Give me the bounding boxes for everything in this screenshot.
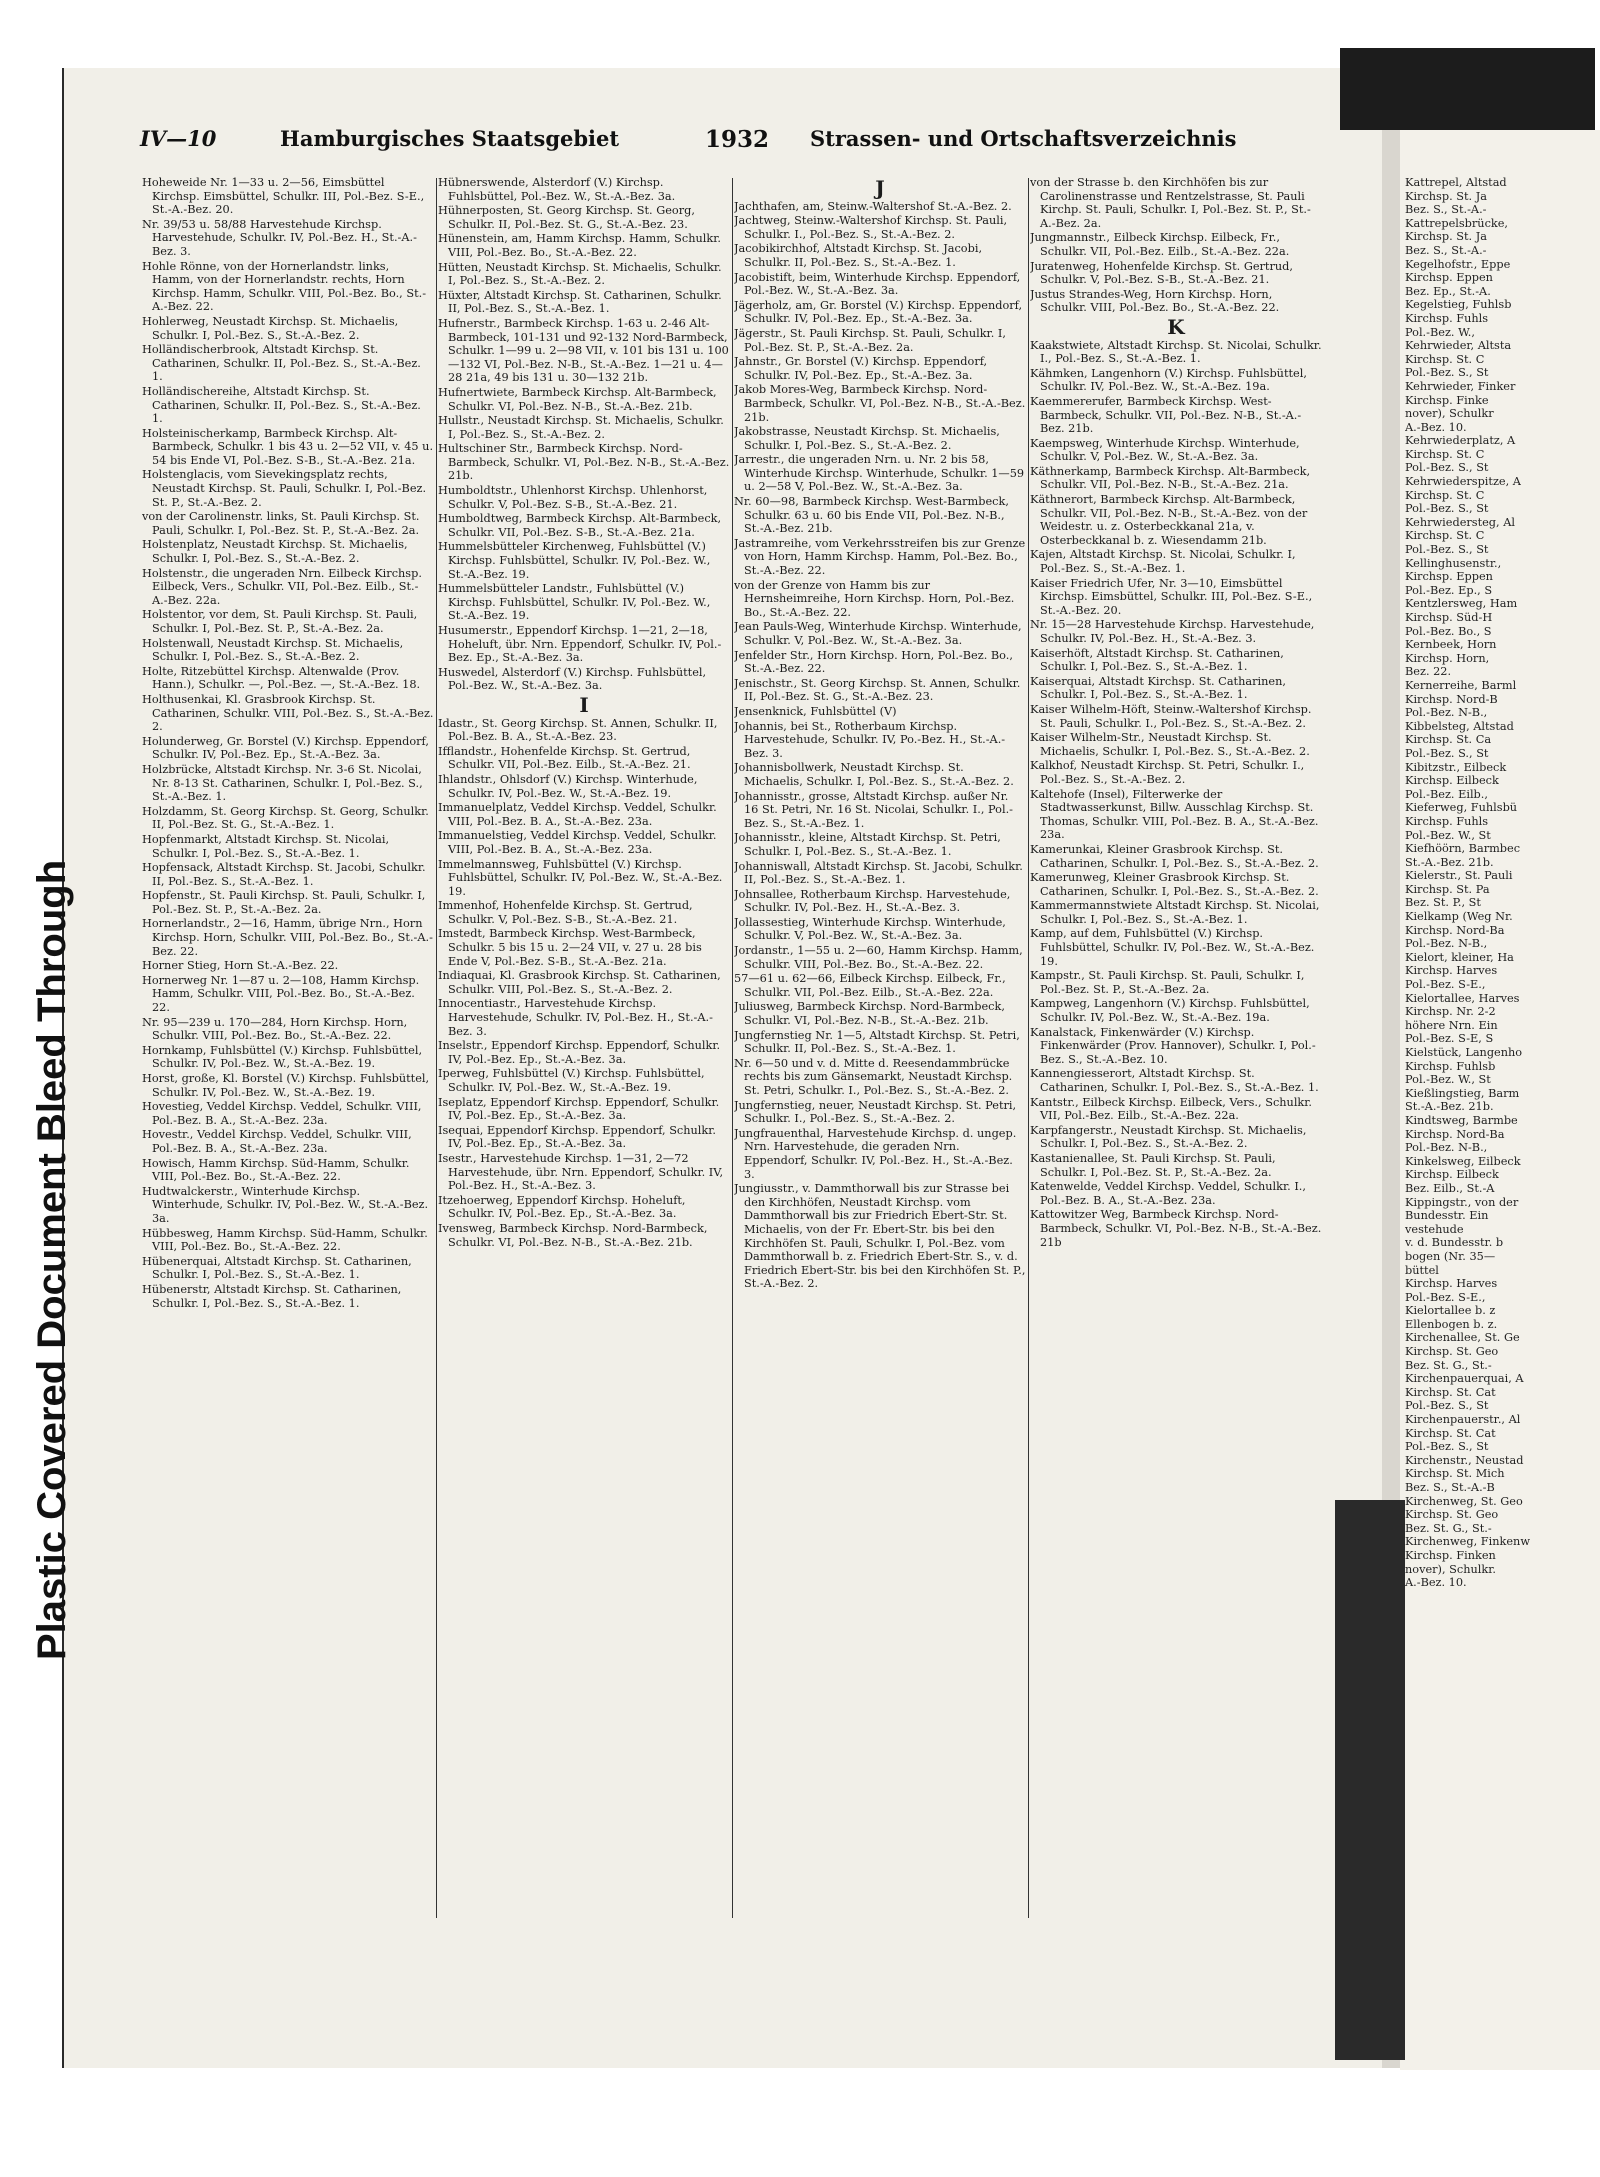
- facing-page-line: nover), Schulkr: [1405, 407, 1494, 421]
- facing-page-line: Kirchenallee, St. Ge: [1405, 1331, 1520, 1345]
- facing-page-line: Kellinghusenstr.,: [1405, 556, 1502, 570]
- column-rule: [732, 178, 733, 1918]
- directory-entry: Hünenstein, am, Hamm Kirchsp. Hamm, Schulkr. VIII, Pol.-Bez. Bo., St.-A.-Bez. 22.: [438, 232, 721, 259]
- directory-entry: Hopfensack, Altstadt Kirchsp. St. Jacobi, Schulkr. II, Pol.-Bez. S., St.-A.-Bez. 1.: [142, 861, 426, 888]
- facing-page-line: Kirchsp. Fuhls: [1405, 814, 1489, 828]
- directory-entry: Holstenplatz, Neustadt Kirchsp. St. Michaelis, Schulkr. I, Pol.-Bez. S., St.-A.-Bez. 2.: [142, 538, 408, 566]
- directory-entry: von der Grenze von Hamm bis zur Hernsheimreihe, Horn Kirchsp. Horn, Pol.-Bez. Bo., St.-A.-Bez. 22.: [734, 578, 1015, 619]
- directory-entry: Jenischstr., St. Georg Kirchsp. St. Annen, Schulkr. II, Pol.-Bez. St. G., St.-A.-Bez. 23.: [734, 676, 1021, 704]
- directory-entry: Indiaquai, Kl. Grasbrook Kirchsp. St. Catharinen, Schulkr. VIII, Pol.-Bez. S., St.-A.-Bez. 2.: [438, 969, 721, 996]
- facing-page-line: Kirchenpauerquai, A: [1405, 1372, 1524, 1386]
- directory-entry: Imstedt, Barmbeck Kirchsp. West-Barmbeck, Schulkr. 5 bis 15 u. 2—24 VII, v. 27 u. 28 bis Ende V, Pol.-Bez. S-B., St.-A.-Bez. 21a.: [438, 927, 702, 968]
- directory-entry: Kaiserquai, Altstadt Kirchsp. St. Catharinen, Schulkr. I, Pol.-Bez. S., St.-A.-Bez. 1.: [1030, 674, 1286, 702]
- facing-page-line: Bez. St. G., St.-: [1405, 1358, 1492, 1372]
- facing-page-line: Kirchenstr., Neustad: [1405, 1453, 1524, 1467]
- column-4: [1030, 176, 1322, 1936]
- directory-entry: Jägerholz, am, Gr. Borstel (V.) Kirchsp. Eppendorf, Schulkr. IV, Pol.-Bez. Ep., St.-A.-Bez. 3a.: [734, 298, 1023, 326]
- facing-page-line: Kiefhöörn, Barmbec: [1405, 842, 1521, 856]
- column-1: [142, 176, 434, 1936]
- facing-page-line: Kirchsp. Eppen: [1405, 570, 1493, 584]
- facing-page-line: Kindtsweg, Barmbe: [1405, 1113, 1518, 1127]
- directory-entry: Jordanstr., 1—55 u. 2—60, Hamm Kirchsp. Hamm, Schulkr. VIII, Pol.-Bez. Bo., St.-A.-Bez. 22.: [734, 944, 1023, 971]
- directory-entry: von der Strasse b. den Kirchhöfen bis zur Carolinenstrasse und Rentzelstrasse, St. Pauli Kirchp. St. Pauli, Schulkr. I, Pol.-Bez. St. P., St.-A.-Bez. 2a.: [1030, 176, 1311, 230]
- facing-page-line: Kirchsp. Fuhlsb: [1405, 1059, 1496, 1073]
- directory-entry: Holstenwall, Neustadt Kirchsp. St. Michaelis, Schulkr. I, Pol.-Bez. S., St.-A.-Bez. 2.: [142, 636, 404, 664]
- directory-entry: Inselstr., Eppendorf Kirchsp. Eppendorf, Schulkr. IV, Pol.-Bez. Ep., St.-A.-Bez. 3a.: [438, 1039, 721, 1066]
- directory-entry: Nr. 15—28 Harvestehude Kirchsp. Harvestehude, Schulkr. IV, Pol.-Bez. H., St.-A.-Bez. 3.: [1030, 618, 1315, 645]
- directory-entry: Juratenweg, Hohenfelde Kirchsp. St. Gertrud, Schulkr. V, Pol.-Bez. S-B., St.-A.-Bez. 21.: [1030, 259, 1293, 287]
- directory-entry: Immanuelstieg, Veddel Kirchsp. Veddel, Schulkr. VIII, Pol.-Bez. B. A., St.-A.-Bez. 23a.: [438, 829, 717, 856]
- facing-page-line: Bez. S., St.-A.-: [1405, 243, 1487, 257]
- directory-entry: Kaiser Wilhelm-Str., Neustadt Kirchsp. St. Michaelis, Schulkr. I, Pol.-Bez. S., St.-A.-Bez. 2.: [1030, 731, 1310, 758]
- facing-page-line: Kinkelsweg, Eilbeck: [1405, 1154, 1521, 1168]
- directory-entry: Hübbesweg, Hamm Kirchsp. Süd-Hamm, Schulkr. VIII, Pol.-Bez. Bo., St.-A.-Bez. 22.: [142, 1226, 428, 1254]
- directory-entry: Hufnertwiete, Barmbeck Kirchsp. Alt-Barmbeck, Schulkr. VI, Pol.-Bez. N-B., St.-A.-Bez. 21b.: [438, 385, 717, 413]
- facing-page-line: bogen (Nr. 35—: [1405, 1249, 1496, 1263]
- facing-page-line: Pol.-Bez. W., St: [1405, 1073, 1491, 1087]
- directory-entry: Itzehoerweg, Eppendorf Kirchsp. Hoheluft, Schulkr. IV, Pol.-Bez. Ep., St.-A.-Bez. 3a.: [438, 1193, 686, 1221]
- directory-entry: Hornerlandstr., 2—16, Hamm, übrige Nrn., Horn Kirchsp. Horn, Schulkr. VIII, Pol.-Bez. Bo., St.-A.-Bez. 22.: [142, 917, 433, 958]
- facing-page-line: Pol.-Bez. W.,: [1405, 325, 1475, 339]
- directory-entry: Jacobistift, beim, Winterhude Kirchsp. Eppendorf, Pol.-Bez. W., St.-A.-Bez. 3a.: [734, 270, 1021, 298]
- facing-page-line: Kirchsp. Finke: [1405, 393, 1489, 407]
- facing-page-line: Pol.-Bez. N-B.,: [1405, 1141, 1488, 1155]
- directory-entry: Jenfelder Str., Horn Kirchsp. Horn, Pol.-Bez. Bo., St.-A.-Bez. 22.: [734, 648, 1013, 676]
- directory-entry: Holzbrücke, Altstadt Kirchsp. Nr. 3-6 St. Nicolai, Nr. 8-13 St. Catharinen, Schulkr. I, Pol.-Bez. S., St.-A.-Bez. 1.: [142, 762, 423, 804]
- directory-entry: Kaltehofe (Insel), Filterwerke der Stadtwasserkunst, Billw. Ausschlag Kirchsp. St. Thomas, Schulkr. VIII, Pol.-Bez. B. A., St.-A.-Bez. 23a.: [1030, 787, 1319, 842]
- directory-entry: Jakob Mores-Weg, Barmbeck Kirchsp. Nord-Barmbeck, Schulkr. VI, Pol.-Bez. N-B., St.-A.-Bez. 21b.: [734, 383, 1026, 424]
- directory-entry: Juliusweg, Barmbeck Kirchsp. Nord-Barmbeck, Schulkr. VI, Pol.-Bez. N-B., St.-A.-Bez. 21b.: [734, 1000, 1005, 1028]
- facing-page-line: Bez. Ep., St.-A.: [1405, 284, 1491, 298]
- facing-page-line: Kirchsp. St. C: [1405, 529, 1485, 543]
- directory-entry: Kaiser Wilhelm-Höft, Steinw.-Waltershof Kirchsp. St. Pauli, Schulkr. I., Pol.-Bez. S., St.-A.-Bez. 2.: [1030, 702, 1312, 730]
- directory-entry: Hopfenstr., St. Pauli Kirchsp. St. Pauli, Schulkr. I, Pol.-Bez. St. P., St.-A.-Bez. 2a.: [142, 889, 426, 916]
- directory-entry: Hudtwalckerstr., Winterhude Kirchsp. Winterhude, Schulkr. IV, Pol.-Bez. W., St.-A.-Bez. 3a.: [142, 1184, 429, 1225]
- facing-page-line: Pol.-Bez. N-B.,: [1405, 937, 1488, 951]
- facing-page-line: Kirchsp. St. Mich: [1405, 1467, 1505, 1481]
- directory-entry: Iseplatz, Eppendorf Kirchsp. Eppendorf, Schulkr. IV, Pol.-Bez. Ep., St.-A.-Bez. 3a.: [438, 1095, 720, 1123]
- directory-entry: Jungfrauenthal, Harvestehude Kirchsp. d. ungeр. Nrn. Harvestehude, die geraden Nrn. Eppendorf, Schulkr. IV, Pol.-Bez. H., St.-A.-Bez. 3.: [734, 1126, 1017, 1181]
- facing-page-line: Kirchsp. Horn,: [1405, 651, 1490, 665]
- directory-entry: Kantstr., Eilbeck Kirchsp. Eilbeck, Vers., Schulkr. VII, Pol.-Bez. Eilb., St.-A.-Bez. 22a.: [1030, 1095, 1313, 1123]
- section-letter: K: [1167, 314, 1185, 339]
- facing-page-line: St.-A.-Bez. 21b.: [1405, 1100, 1494, 1114]
- facing-page-line: Kirchsp. St. Cat: [1405, 1426, 1496, 1440]
- directory-entry: Howisch, Hamm Kirchsp. Süd-Hamm, Schulkr. VIII, Pol.-Bez. Bo., St.-A.-Bez. 22.: [142, 1156, 410, 1184]
- facing-page-line: Kehrwieder, Finker: [1405, 379, 1516, 393]
- directory-entry: Johannis, bei St., Rotherbaum Kirchsp. Harvestehude, Schulkr. IV, Po.-Bez. H., St.-A.-Bez. 3.: [734, 719, 1006, 760]
- directory-entry: Käthnerkamp, Barmbeck Kirchsp. Alt-Barmbeck, Schulkr. VII, Pol.-Bez. N-B., St.-A.-Bez. 21a.: [1030, 464, 1311, 492]
- directory-entry: Katenwelde, Veddel Kirchsp. Veddel, Schulkr. I., Pol.-Bez. B. A., St.-A.-Bez. 23a.: [1030, 1180, 1306, 1207]
- directory-entry: Johannisstr., kleine, Altstadt Kirchsp. St. Petri, Schulkr. I, Pol.-Bez. S., St.-A.-Bez. 1.: [734, 831, 1001, 858]
- directory-entry: Kanalstack, Finkenwärder (V.) Kirchsp. Finkenwärder (Prov. Hannover), Schulkr. I, Pol.-Bez. S., St.-A.-Bez. 10.: [1030, 1025, 1316, 1066]
- section-letter: J: [875, 176, 885, 200]
- directory-entry: Kalkhof, Neustadt Kirchsp. St. Petri, Schulkr. I., Pol.-Bez. S., St.-A.-Bez. 2.: [1030, 759, 1305, 786]
- facing-page-line: Kirchenweg, Finkenw: [1405, 1535, 1530, 1549]
- directory-entry: Nr. 60—98, Barmbeck Kirchsp. West-Barmbeck, Schulkr. 63 u. 60 bis Ende VII, Pol.-Bez. N-B., St.-A.-Bez. 21b.: [734, 495, 1009, 536]
- facing-page-line: Kirchsp. St. Geo: [1405, 1508, 1499, 1522]
- facing-page-line: nover), Schulkr.: [1405, 1562, 1496, 1576]
- facing-page-line: Kegelstieg, Fuhlsb: [1405, 298, 1512, 312]
- directory-entry: Jensenknick, Fuhlsbüttel (V): [734, 704, 897, 718]
- directory-entry: Immenhof, Hohenfelde Kirchsp. St. Gertrud, Schulkr. V, Pol.-Bez. S-B., St.-A.-Bez. 21.: [438, 899, 693, 926]
- facing-page-line: Kirchenweg, St. Geo: [1405, 1494, 1523, 1508]
- facing-page-line: Kirchenpauerstr., Al: [1405, 1413, 1521, 1427]
- facing-page-line: Bundesstr. Ein: [1405, 1209, 1489, 1223]
- facing-page-line: Kirchsp. Eilbeck: [1405, 1168, 1499, 1182]
- directory-entry: Jacobikirchhof, Altstadt Kirchsp. St. Jacobi, Schulkr. II, Pol.-Bez. S., St.-A.-Bez. 1.: [734, 242, 983, 269]
- directory-entry: Hübenerquai, Altstadt Kirchsp. St. Catharinen, Schulkr. I, Pol.-Bez. S., St.-A.-Bez. 1.: [142, 1254, 412, 1282]
- facing-page-line: Kielstück, Langenho: [1405, 1046, 1523, 1059]
- facing-page-line: Pol.-Bez. W., St: [1405, 828, 1491, 842]
- facing-page-line: Pol.-Bez. S., St: [1405, 502, 1489, 516]
- directory-entry: Kampweg, Langenhorn (V.) Kirchsp. Fuhlsbüttel, Schulkr. IV, Pol.-Bez. W., St.-A.-Bez. 19a.: [1030, 997, 1310, 1025]
- directory-entry: Isequai, Eppendorf Kirchsp. Eppendorf, Schulkr. IV, Pol.-Bez. Ep., St.-A.-Bez. 3a.: [438, 1123, 717, 1151]
- directory-entry: Holländischerbrook, Altstadt Kirchsp. St. Catharinen, Schulkr. II, Pol.-Bez. S., St.-A.-Bez. 1.: [142, 343, 421, 384]
- directory-entry: Kaemmererufer, Barmbeck Kirchsp. West-Barmbeck, Schulkr. VII, Pol.-Bez. N-B., St.-A.-Bez. 21b.: [1030, 394, 1302, 436]
- directory-entry: Jungfernstieg Nr. 1—5, Altstadt Kirchsp. St. Petri, Schulkr. II, Pol.-Bez. S., St.-A.-Bez. 1.: [734, 1028, 1020, 1056]
- directory-entry: Hübnerswende, Alsterdorf (V.) Kirchsp. Fuhlsbüttel, Pol.-Bez. W., St.-A.-Bez. 3a.: [438, 176, 676, 203]
- facing-page-line: Kirchsp. St. Ja: [1405, 189, 1487, 203]
- facing-page-line: Kirchsp. Süd-H: [1405, 611, 1493, 624]
- directory-entry: Jastramreihe, vom Verkehrsstreifen bis zur Grenze von Horn, Hamm Kirchsp. Hamm, Pol.-Bez. Bo., St.-A.-Bez. 22.: [734, 536, 1026, 578]
- column-rule: [1028, 178, 1029, 1918]
- directory-entry: Justus Strandes-Weg, Horn Kirchsp. Horn, Schulkr. VIII, Pol.-Bez. Bo., St.-A.-Bez. 22.: [1030, 287, 1280, 315]
- facing-page-line: A.-Bez. 10.: [1405, 1576, 1467, 1590]
- directory-entry: Hübenerstr, Altstadt Kirchsp. St. Catharinen, Schulkr. I, Pol.-Bez. S., St.-A.-Bez. 1.: [142, 1282, 402, 1310]
- page-year: 1932: [705, 126, 770, 153]
- facing-page-line: Pol.-Bez. S., St: [1405, 461, 1489, 475]
- facing-page-line: Bez. St. P., St: [1405, 896, 1481, 910]
- directory-entry: Nr. 6—50 und v. d. Mitte d. Reesendammbrücke rechts bis zum Gänsemarkt, Neustadt Kirchsp. St. Petri, Schulkr. I., Pol.-Bez. S., St.-A.-Bez. 2.: [734, 1056, 1013, 1097]
- directory-entry: Hohlerweg, Neustadt Kirchsp. St. Michaelis, Schulkr. I, Pol.-Bez. S., St.-A.-Bez. 2.: [142, 314, 399, 342]
- directory-entry: Jachthafen, am, Steinw.-Waltershof St.-A.-Bez. 2.: [734, 199, 1012, 213]
- directory-entry: Ifflandstr., Hohenfelde Kirchsp. St. Gertrud, Schulkr. VII, Pol.-Bez. Eilb., St.-A.-Bez. 21.: [438, 744, 691, 772]
- facing-page-line: Kippingstr., von der: [1405, 1195, 1519, 1209]
- facing-page-line: Pol.-Bez. S., St: [1405, 543, 1489, 557]
- facing-page-line: Pol.-Bez. Eilb.,: [1405, 787, 1488, 801]
- directory-entry: Jollassestieg, Winterhude Kirchsp. Winterhude, Schulkr. V, Pol.-Bez. W., St.-A.-Bez. 3a.: [734, 915, 1006, 943]
- directory-entry: Holländischereihe, Altstadt Kirchsp. St. Catharinen, Schulkr. II, Pol.-Bez. S., St.-A.-Bez. 1.: [142, 384, 421, 426]
- directory-entry: Jahnstr., Gr. Borstel (V.) Kirchsp. Eppendorf, Schulkr. IV, Pol.-Bez. Ep., St.-A.-Bez. 3a.: [734, 355, 988, 382]
- directory-entry: Johanniswall, Altstadt Kirchsp. St. Jacobi, Schulkr. II, Pol.-Bez. S., St.-A.-Bez. 1.: [734, 859, 1023, 887]
- facing-page-line: Kattrepel, Altstad: [1405, 176, 1507, 189]
- facing-page-line: Pol.-Bez. S., St: [1405, 1399, 1489, 1413]
- directory-entry: Kamerunweg, Kleiner Grasbrook Kirchsp. St. Catharinen, Schulkr. I, Pol.-Bez. S., St.-A.-Bez. 2.: [1030, 871, 1319, 898]
- facing-page-line: Pol.-Bez. Bo., S: [1405, 624, 1492, 638]
- directory-entry: Kamp, auf dem, Fuhlsbüttel (V.) Kirchsp. Fuhlsbüttel, Schulkr. IV, Pol.-Bez. W., St.-A.-Bez. 19.: [1030, 927, 1315, 968]
- directory-entry: Hullstr., Neustadt Kirchsp. St. Michaelis, Schulkr. I, Pol.-Bez. S., St.-A.-Bez. 2.: [438, 414, 724, 441]
- facing-page-line: A.-Bez. 10.: [1405, 420, 1467, 434]
- directory-entry: Hornkamp, Fuhlsbüttel (V.) Kirchsp. Fuhlsbüttel, Schulkr. IV, Pol.-Bez. W., St.-A.-Bez. 19.: [142, 1043, 423, 1071]
- facing-page-line: Kirchsp. St. C: [1405, 447, 1485, 461]
- directory-entry: Hufnerstr., Barmbeck Kirchsp. 1-63 u. 2-46 Alt-Barmbeck, 101-131 und 92-132 Nord-Barmbeck, Schulkr. 1—99 u. 2—98 VII, v. 101 bis 131 u. 100—132 VI, Pol.-Bez. N-B., St.-A.-Bez. 1—21 u. 4—28 21a, 49 bis 131 u. 30—132 21b.: [438, 316, 729, 385]
- facing-page-line: Kirchsp. St. Ca: [1405, 733, 1492, 747]
- directory-entry: Kaempsweg, Winterhude Kirchsp. Winterhude, Schulkr. V, Pol.-Bez. W., St.-A.-Bez. 3a.: [1030, 436, 1300, 464]
- facing-page-line: Kirchsp. St. Cat: [1405, 1385, 1496, 1399]
- facing-page-line: Kentzlersweg, Ham: [1405, 597, 1518, 611]
- directory-entry: Jarrestr., die ungeraden Nrn. u. Nr. 2 bis 58, Winterhude Kirchsp. Winterhude, Schulkr. 1—59 u. 2—58 V, Pol.-Bez. W., St.-A.-Bez. 3a.: [734, 453, 1025, 494]
- facing-page-line: höhere Nrn. Ein: [1405, 1018, 1498, 1032]
- facing-page-line: Kielortallee, Harves: [1405, 991, 1520, 1005]
- facing-page-line: Kernerreihe, Barml: [1405, 678, 1517, 692]
- directory-entry: Johannisbollwerk, Neustadt Kirchsp. St. Michaelis, Schulkr. I, Pol.-Bez. S., St.-A.-Bez. 2.: [734, 761, 1014, 788]
- facing-page-line: Bez. 22.: [1405, 665, 1452, 679]
- facing-page-line: Pol.-Bez. Ep., S: [1405, 583, 1493, 597]
- facing-page-line: Kielkamp (Weg Nr.: [1405, 910, 1513, 924]
- directory-entry: Kammermannstwiete Altstadt Kirchsp. St. Nicolai, Schulkr. I, Pol.-Bez. S., St.-A.-Bez. 1.: [1030, 899, 1320, 926]
- facing-page-line: Kirchsp. St. Geo: [1405, 1345, 1499, 1359]
- facing-page-line: Kibitzstr., Eilbeck: [1405, 760, 1507, 774]
- directory-entry: Kähmken, Langenhorn (V.) Kirchsp. Fuhlsbüttel, Schulkr. IV, Pol.-Bez. W., St.-A.-Bez. 19a.: [1030, 366, 1307, 394]
- facing-page-line: Bez. Eilb., St.-A: [1405, 1181, 1495, 1195]
- directory-entry: Holstentor, vor dem, St. Pauli Kirchsp. St. Pauli, Schulkr. I, Pol.-Bez. St. P., St.-A.-Bez. 2a.: [142, 608, 418, 635]
- directory-entry: Kastanienallee, St. Pauli Kirchsp. St. Pauli, Schulkr. I, Pol.-Bez. St. P., St.-A.-Bez. 2a.: [1030, 1151, 1276, 1179]
- directory-entry: Horner Stieg, Horn St.-A.-Bez. 22.: [142, 959, 339, 973]
- scan-shadow-top: [1340, 48, 1595, 130]
- facing-page-line: Kirchsp. St. C: [1405, 488, 1485, 502]
- facing-page-line: Bez. St. G., St.-: [1405, 1521, 1492, 1535]
- directory-entry: Immanuelplatz, Veddel Kirchsp. Veddel, Schulkr. VIII, Pol.-Bez. B. A., St.-A.-Bez. 23a.: [438, 801, 717, 828]
- facing-page-line: Kielortallee b. z: [1405, 1304, 1496, 1318]
- facing-page-line: Pol.-Bez. S-E, S: [1405, 1032, 1494, 1046]
- facing-page-line: Kattrepelsbrücke,: [1405, 216, 1509, 230]
- directory-entry: Ihlandstr., Ohlsdorf (V.) Kirchsp. Winterhude, Schulkr. IV, Pol.-Bez. W., St.-A.-Bez. 19.: [438, 772, 698, 800]
- directory-entry: Hovestr., Veddel Kirchsp. Veddel, Schulkr. VIII, Pol.-Bez. B. A., St.-A.-Bez. 23a.: [142, 1128, 412, 1155]
- facing-page-text: [1405, 176, 1595, 1936]
- facing-page-line: Pol.-Bez. S-E.,: [1405, 1290, 1486, 1304]
- facing-page-line: Kirchsp. Nord-Ba: [1405, 923, 1505, 937]
- facing-page-line: Kirchsp. St. Pa: [1405, 882, 1490, 896]
- facing-page-line: Kehrwiederspitze, A: [1405, 475, 1521, 489]
- directory-entry: Ivensweg, Barmbeck Kirchsp. Nord-Barmbeck, Schulkr. VI, Pol.-Bez. N-B., St.-A.-Bez. 21b.: [438, 1221, 708, 1249]
- directory-entry: Karpfangerstr., Neustadt Kirchsp. St. Michaelis, Schulkr. I, Pol.-Bez. S., St.-A.-Bez. 2.: [1030, 1123, 1307, 1151]
- directory-entry: Holte, Ritzebüttel Kirchsp. Altenwalde (Prov. Hann.), Schulkr. —, Pol.-Bez. —, St.-A.-Bez. 18.: [142, 664, 421, 692]
- facing-page-line: Kielerstr., St. Pauli: [1405, 869, 1513, 883]
- directory-entry: Jakobstrasse, Neustadt Kirchsp. St. Michaelis, Schulkr. I, Pol.-Bez. S., St.-A.-Bez. 2.: [734, 425, 1000, 452]
- directory-entry: Hüxter, Altstadt Kirchsp. St. Catharinen, Schulkr. II, Pol.-Bez. S., St.-A.-Bez. 1.: [438, 288, 722, 316]
- facing-page-line: Bez. S., St.-A.-: [1405, 203, 1487, 217]
- page-header: [140, 126, 1237, 162]
- directory-entry: Isestr., Harvestehude Kirchsp. 1—31, 2—72 Harvestehude, übr. Nrn. Eppendorf, Schulkr. IV, Pol.-Bez. H., St.-A.-Bez. 3.: [438, 1151, 724, 1193]
- scan-sidebar: [0, 640, 74, 1660]
- directory-entry: Holstenstr., die ungeraden Nrn. Eilbeck Kirchsp. Eilbeck, Vers., Schulkr. VII, Pol.-Bez. Eilb., St.-A.-Bez. 22a.: [142, 566, 422, 607]
- facing-page-line: Kießlingstieg, Barm: [1405, 1086, 1520, 1100]
- directory-entry: Hultschiner Str., Barmbeck Kirchsp. Nord-Barmbeck, Schulkr. VI, Pol.-Bez. N-B., St.-A.-Bez. 21b.: [438, 442, 730, 483]
- facing-page-line: Kirchsp. Fuhls: [1405, 311, 1489, 325]
- directory-entry: Hoheweide Nr. 1—33 u. 2—56, Eimsbüttel Kirchsp. Eimsbüttel, Schulkr. III, Pol.-Bez. S-E., St.-A.-Bez. 20.: [142, 176, 425, 217]
- facing-page-line: Kibbelsteg, Altstad: [1405, 719, 1514, 733]
- directory-entry: Innocentiastr., Harvestehude Kirchsp. Harvestehude, Schulkr. IV, Pol.-Bez. H., St.-A.-Bez. 3.: [438, 997, 713, 1038]
- directory-entry: Holthusenkai, Kl. Grasbrook Kirchsp. St. Catharinen, Schulkr. VIII, Pol.-Bez. S., St.-A.-Bez. 2.: [142, 692, 434, 734]
- directory-entry: Idastr., St. Georg Kirchsp. St. Annen, Schulkr. II, Pol.-Bez. B. A., St.-A.-Bez. 23.: [438, 716, 718, 744]
- facing-page-line: Kirchsp. Nr. 2-2: [1405, 1005, 1496, 1019]
- page-number: IV—10: [140, 126, 217, 151]
- page-title: Hamburgisches Staatsgebiet: [280, 126, 620, 151]
- directory-entry: Humboldtstr., Uhlenhorst Kirchsp. Uhlenhorst, Schulkr. V, Pol.-Bez. S-B., St.-A.-Bez. 21.: [438, 484, 708, 511]
- directory-entry: Johannisstr., grosse, Altstadt Kirchsp. außer Nr. 16 St. Petri, Nr. 16 St. Nicolai, Schulkr. I., Pol.-Bez. S., St.-A.-Bez. 1.: [734, 789, 1013, 830]
- directory-entry: Iperweg, Fuhlsbüttel (V.) Kirchsp. Fuhlsbüttel, Schulkr. IV, Pol.-Bez. W., St.-A.-Bez. 19.: [438, 1067, 705, 1094]
- column-rule: [436, 178, 437, 1918]
- directory-entry: Jungfernstieg, neuer, Neustadt Kirchsp. St. Petri, Schulkr. I., Pol.-Bez. S., St.-A.-Bez. 2.: [734, 1098, 1017, 1126]
- facing-page-line: Kirchsp. Eppen: [1405, 271, 1493, 285]
- directory-entry: Hopfenmarkt, Altstadt Kirchsp. St. Nicolai, Schulkr. I, Pol.-Bez. S., St.-A.-Bez. 1.: [142, 832, 390, 860]
- facing-page-line: Pol.-Bez. N-B.,: [1405, 706, 1488, 720]
- directory-entry: Hummelsbütteler Kirchenweg, Fuhlsbüttel (V.) Kirchsp. Fuhlsbüttel, Schulkr. IV, Pol.-Bez. W., St.-A.-Bez. 19.: [438, 540, 711, 581]
- directory-entry: Kamerunkai, Kleiner Grasbrook Kirchsp. St. Catharinen, Schulkr. I, Pol.-Bez. S., St.-A.-Bez. 2.: [1030, 842, 1319, 870]
- directory-entry: 57—61 u. 62—66, Eilbeck Kirchsp. Eilbeck, Fr., Schulkr. VII, Pol.-Bez. Eilb., St.-A.-Bez. 22a.: [734, 972, 1006, 999]
- facing-page-line: Bez. S., St.-A.-B: [1405, 1481, 1495, 1494]
- directory-entry: Holsteinischerkamp, Barmbeck Kirchsp. Alt-Barmbeck, Schulkr. 1 bis 43 u. 2—52 VII, v. 45 u. 54 bis Ende VI, Pol.-Bez. S-B., St.-A.-Bez. 21a.: [142, 426, 434, 467]
- directory-entry: Huswedel, Alsterdorf (V.) Kirchsp. Fuhlsbüttel, Pol.-Bez. W., St.-A.-Bez. 3a.: [438, 665, 707, 693]
- directory-entry: Kaiser Friedrich Ufer, Nr. 3—10, Eimsbüttel Kirchsp. Eimsbüttel, Schulkr. III, Pol.-Bez. S-E., St.-A.-Bez. 20.: [1030, 576, 1313, 617]
- section-letter: I: [579, 692, 589, 717]
- directory-entry: Jungmannstr., Eilbeck Kirchsp. Eilbeck, Fr., Schulkr. VII, Pol.-Bez. Eilb., St.-A.-Bez. 22a.: [1030, 231, 1290, 258]
- facing-page-line: Pol.-Bez. S-E.,: [1405, 978, 1486, 992]
- directory-entry: Kaakstwiete, Altstadt Kirchsp. St. Nicolai, Schulkr. I., Pol.-Bez. S., St.-A.-Bez. 1.: [1030, 338, 1322, 366]
- directory-entry: Jägerstr., St. Pauli Kirchsp. St. Pauli, Schulkr. I, Pol.-Bez. St. P., St.-A.-Bez. 2a.: [734, 326, 1006, 354]
- page-subtitle: Strassen- und Ortschaftsverzeichnis: [810, 126, 1237, 151]
- directory-entry: Hovestieg, Veddel Kirchsp. Veddel, Schulkr. VIII, Pol.-Bez. B. A., St.-A.-Bez. 23a.: [142, 1100, 422, 1127]
- directory-entry: Hornerweg Nr. 1—87 u. 2—108, Hamm Kirchsp. Hamm, Schulkr. VIII, Pol.-Bez. Bo., St.-A.-Bez. 22.: [142, 973, 420, 1015]
- facing-page-line: Kieferweg, Fuhlsbü: [1405, 801, 1518, 815]
- column-2: [438, 176, 730, 1936]
- directory-entry: Hohle Rönne, von der Hornerlandstr. links, Hamm, von der Hornerlandstr. rechts, Horn Kirchsp. Hamm, Schulkr. VIII, Pol.-Bez. Bo., St.-A.-Bez. 22.: [142, 259, 427, 314]
- directory-entry: Holstenglacis, vom Sievekingsplatz rechts, Neustadt Kirchsp. St. Pauli, Schulkr. I, Pol.-Bez. St. P., St.-A.-Bez. 2.: [142, 468, 427, 509]
- directory-entry: Holzdamm, St. Georg Kirchsp. St. Georg, Schulkr. II, Pol.-Bez. St. G., St.-A.-Bez. 1.: [142, 804, 429, 832]
- directory-entry: Kajen, Altstadt Kirchsp. St. Nicolai, Schulkr. I, Pol.-Bez. S., St.-A.-Bez. 1.: [1030, 548, 1296, 576]
- directory-entry: Husumerstr., Eppendorf Kirchsp. 1—21, 2—18, Hoheluft, übr. Nrn. Eppendorf, Schulkr. IV, Pol.-Bez. Ep., St.-A.-Bez. 3a.: [438, 624, 722, 665]
- directory-entry: Kattowitzer Weg, Barmbeck Kirchsp. Nord-Barmbeck, Schulkr. VI, Pol.-Bez. N-B., St.-A.-Bez. 21b: [1030, 1208, 1322, 1249]
- facing-page-line: Kehrwieder, Altsta: [1405, 339, 1512, 353]
- directory-entry: Humboldtweg, Barmbeck Kirchsp. Alt-Barmbeck, Schulkr. VII, Pol.-Bez. S-B., St.-A.-Bez. 21a.: [438, 512, 722, 539]
- directory-entry: Jachtweg, Steinw.-Waltershof Kirchsp. St. Pauli, Schulkr. I., Pol.-Bez. S., St.-A.-Bez. 2.: [734, 214, 1008, 241]
- facing-page-line: Pol.-Bez. S., St: [1405, 746, 1489, 760]
- directory-entry: Johnsallee, Rotherbaum Kirchsp. Harvestehude, Schulkr. IV, Pol.-Bez. H., St.-A.-Bez. 3.: [734, 887, 1011, 915]
- facing-page-line: Kielort, kleiner, Ha: [1405, 950, 1514, 964]
- facing-page-line: Pol.-Bez. S., St: [1405, 366, 1489, 380]
- facing-page-line: Ellenbogen b. z.: [1405, 1317, 1498, 1331]
- directory-entry: Hütten, Neustadt Kirchsp. St. Michaelis, Schulkr. I, Pol.-Bez. S., St.-A.-Bez. 2.: [438, 260, 722, 288]
- directory-entry: Immelmannsweg, Fuhlsbüttel (V.) Kirchsp. Fuhlsbüttel, Schulkr. IV, Pol.-Bez. W., St.-A.-Bez. 19.: [438, 857, 723, 898]
- facing-page-line: Kernbeek, Horn: [1405, 638, 1497, 652]
- facing-page-line: Kehrwiederplatz, A: [1405, 434, 1516, 448]
- directory-entry: Kaiserhöft, Altstadt Kirchsp. St. Catharinen, Schulkr. I, Pol.-Bez. S., St.-A.-Bez. 1.: [1030, 646, 1284, 674]
- facing-page-line: büttel: [1405, 1263, 1439, 1277]
- directory-entry: Kannengiesserort, Altstadt Kirchsp. St. Catharinen, Schulkr. I, Pol.-Bez. S., St.-A.-Bez. 1.: [1030, 1067, 1319, 1094]
- facing-page-line: Kirchsp. St. Ja: [1405, 230, 1487, 244]
- directory-entry: Hühnerposten, St. Georg Kirchsp. St. Georg, Schulkr. II, Pol.-Bez. St. G., St.-A.-Bez. 23.: [438, 204, 695, 231]
- directory-entry: Kampstr., St. Pauli Kirchsp. St. Pauli, Schulkr. I, Pol.-Bez. St. P., St.-A.-Bez. 2a.: [1030, 969, 1305, 996]
- facing-page-line: Kirchsp. St. C: [1405, 352, 1485, 366]
- directory-entry: Holunderweg, Gr. Borstel (V.) Kirchsp. Eppendorf, Schulkr. IV, Pol.-Bez. Ep., St.-A.-Bez. 3a.: [142, 734, 429, 762]
- facing-page-line: Kirchsp. Nord-B: [1405, 692, 1498, 706]
- facing-page-line: Kehrwiedersteg, Al: [1405, 515, 1515, 529]
- facing-page-line: Pol.-Bez. S., St: [1405, 1440, 1489, 1454]
- facing-page-line: St.-A.-Bez. 21b.: [1405, 855, 1494, 869]
- facing-page-line: Kegelhofstr., Eppe: [1405, 257, 1511, 271]
- directory-entry: Hummelsbütteler Landstr., Fuhlsbüttel (V.) Kirchsp. Fuhlsbüttel, Schulkr. IV, Pol.-Bez. W., St.-A.-Bez. 19.: [438, 582, 711, 623]
- directory-entry: Nr. 39/53 u. 58/88 Harvestehude Kirchsp. Harvestehude, Schulkr. IV, Pol.-Bez. H., St.-A.-Bez. 3.: [142, 217, 417, 258]
- directory-entry: von der Carolinenstr. links, St. Pauli Kirchsp. St. Pauli, Schulkr. I, Pol.-Bez. St. P., St.-A.-Bez. 2a.: [142, 510, 420, 537]
- facing-page-line: v. d. Bundesstr. b: [1405, 1236, 1504, 1250]
- facing-page-line: Kirchsp. Harves: [1405, 1277, 1498, 1291]
- facing-page-line: vestehude: [1405, 1222, 1464, 1236]
- directory-entry: Jean Pauls-Weg, Winterhude Kirchsp. Winterhude, Schulkr. V, Pol.-Bez. W., St.-A.-Bez. 3a.: [734, 620, 1022, 647]
- column-3: [734, 176, 1026, 1936]
- facing-page-line: Kirchsp. Eilbeck: [1405, 774, 1499, 788]
- directory-entry: Jungiusstr., v. Dammthorwall bis zur Strasse bei den Kirchhöfen, Neustadt Kirchsp. vom Dammthorwall bis zur Friedrich Ebert-Str. St. Michaelis, von der Fr. Ebert-Str. bis bei den Kirchhöfen St. Pauli, Schulkr. I, Pol.-Bez. vom Dammthorwall b. z. Friedrich Ebert-Str. S., v. d. Friedrich Ebert-Str. bis bei den Kirchhöfen St. P., St.-A.-Bez. 2.: [734, 1182, 1026, 1291]
- directory-entry: Käthnerort, Barmbeck Kirchsp. Alt-Barmbeck, Schulkr. VII, Pol.-Bez. N-B., St.-A.-Bez. von der Weidestr. u. z. Osterbeckkanal 21a, v. Osterbeckkanal b. z. Wiesendamm 21b.: [1030, 493, 1308, 547]
- facing-page-line: Kirchsp. Nord-Ba: [1405, 1127, 1505, 1141]
- sidebar-label: Plastic Covered Document Bleed Through: [30, 859, 74, 1660]
- facing-page-line: Kirchsp. Harves: [1405, 964, 1498, 978]
- facing-page-line: Kirchsp. Finken: [1405, 1548, 1496, 1562]
- scan-shadow-bottom: [1335, 1500, 1405, 2060]
- directory-entry: Nr. 95—239 u. 170—284, Horn Kirchsp. Horn, Schulkr. VIII, Pol.-Bez. Bo., St.-A.-Bez. 22.: [142, 1015, 408, 1043]
- directory-entry: Horst, große, Kl. Borstel (V.) Kirchsp. Fuhlsbüttel, Schulkr. IV, Pol.-Bez. W., St.-A.-Bez. 19.: [142, 1072, 430, 1099]
